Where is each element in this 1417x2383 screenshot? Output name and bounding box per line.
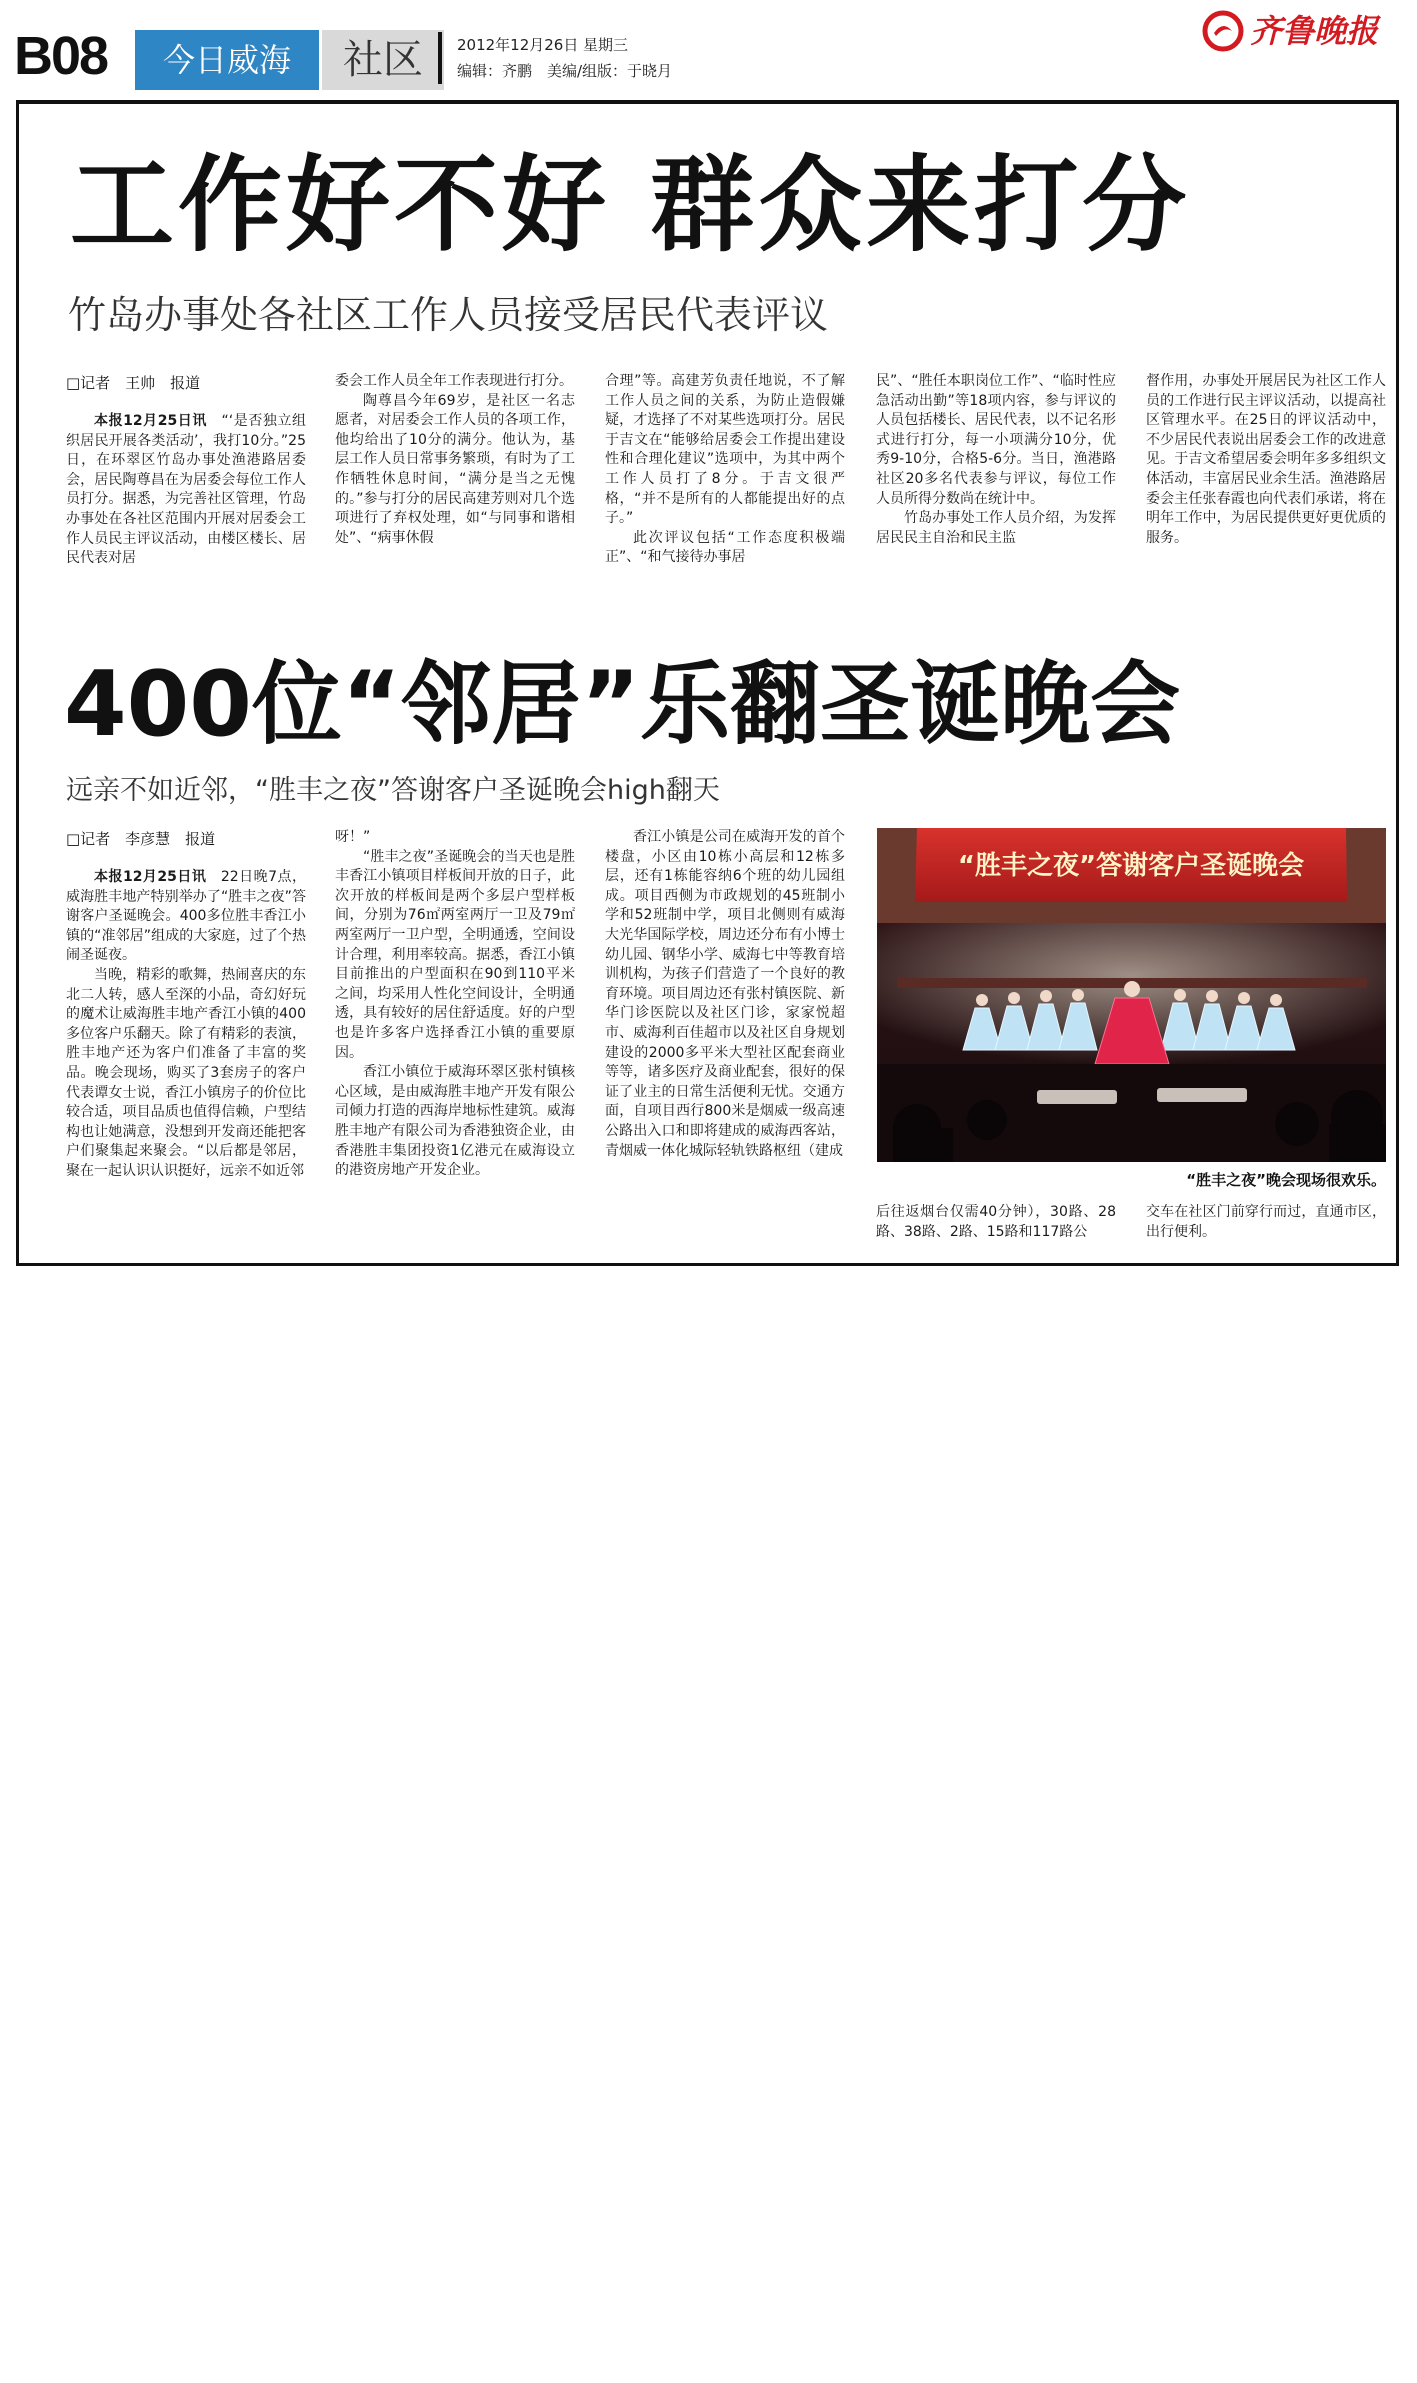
article2-col5-p1: 交车在社区门前穿行而过，直通市区，出行便利。 — [1146, 1204, 1386, 1240]
article1-col2-p1: 委会工作人员全年工作表现进行打分。 — [335, 373, 573, 389]
article2-subheadline: 远亲不如近邻，“胜丰之夜”答谢客户圣诞晚会high翻天 — [66, 775, 720, 806]
article2-col1-p1: 22日晚7点，威海胜丰地产特别举办了“胜丰之夜”答谢客户圣诞晚会。400多位胜丰香江小镇的“准邻居”组成的大家庭，过了个热闹圣诞夜。 — [66, 869, 306, 964]
article2-column-2 — [335, 828, 575, 1181]
article2-col1-p2: 当晚，精彩的歌舞，热闹喜庆的东北二人转，感人至深的小品，奇幻好玩的魔术让威海胜丰地产香江小镇的400多位客户乐翻天。除了有精彩的表演，胜丰地产还为客户们准备了丰富的奖品。晚会现场，购买了3套房子的客户代表谭女士说，香江小镇房子的价位比较合适，项目品质也值得信赖，户型结构也让她满意，没想到开发商还能把客户们聚集起来聚会。“以后都是邻居，聚在一起认识认识挺好，远亲不如近邻 — [66, 966, 306, 1179]
article2-col4-p1: 后往返烟台仅需40分钟），30路、28路、38路、2路、15路和117路公 — [876, 1204, 1116, 1240]
editor-credits: 编辑：齐鹏 美编/组版：于晓月 — [457, 62, 673, 80]
article1-col1-text: “‘是否独立组织居民开展各类活动’，我打10分。”25日，在环翠区竹岛办事处渔港路居委会，居民陶尊昌在为居委会每位工作人员打分。据悉，为完善社区管理，竹岛办事处在各社区范围内开展对居委会工作人员民主评议活动，由楼区楼长、居民代表对居 — [66, 413, 307, 567]
article1-col3-p2: 此次评议包括“工作态度积极端正”、“和气接待办事居 — [605, 529, 845, 566]
article1-dateline: 本报12月25日讯 — [94, 413, 207, 429]
article2-column-1 — [66, 868, 306, 1182]
section-badge: 今日威海 — [135, 30, 319, 90]
article2-column-4 — [876, 1203, 1116, 1242]
article2-column-5 — [1146, 1203, 1386, 1242]
article2-col3-p1: 香江小镇是公司在威海开发的首个楼盘，小区由10栋小高层和12栋多层，还有1栋能容纳6个班的幼儿园组成。项目西侧为市政规划的45班制小学和52班制中学，项目北侧则有威海大光华国际学校，周边还分布有小博士幼儿园、钢华小学、威海七中等教育培训机构，为孩子们营造了一个良好的教育环境。项目周边还有张村镇医院、新华门诊医院以及社区门诊，家家悦超市、威海利百佳超市以及社区自身规划建设的2000多平米大型社区配套商业等等，诸多医疗及商业配套，很好的保证了业主的日常生活便利无忧。交通方面，自项目西行800米是烟威一级高速公路出入口和即将建成的威海西客站，青烟威一体化城际轻轨铁路枢纽（建成 — [605, 829, 845, 1159]
article1-column-3 — [605, 372, 845, 568]
photo-banner-text: “胜丰之夜”答谢客户圣诞晚会 — [957, 851, 1305, 881]
article2-column-3 — [605, 828, 845, 1161]
article1-col3-p1: 合理”等。高建芳负责任地说，不了解工作人员之间的关系，为防止造假嫌疑，才选择了不对某些选项打分。居民于吉文在“能够给居委会工作提出建设性和合理化建议”选项中，为其中两个工作人员打了8分。于吉文很严格，“并不是所有的人都能提出好的点子。” — [605, 373, 845, 527]
article1-col4-p2: 竹岛办事处工作人员介绍，为发挥居民民主自治和民主监 — [876, 510, 1116, 546]
stage-scene-image — [877, 828, 1386, 1162]
article2-col2-p0: 呀！” — [335, 829, 371, 845]
page-number: B08 — [14, 26, 108, 86]
section-name: 社区 — [322, 30, 444, 90]
article1-column-5 — [1146, 372, 1386, 548]
header-divider — [438, 32, 442, 84]
issue-weekday: 星期三 — [583, 36, 629, 54]
article2-dateline: 本报12月25日讯 — [94, 869, 207, 885]
article1-column-1 — [66, 412, 306, 569]
article2-byline: □记者 李彦慧 报道 — [66, 830, 216, 848]
article1-headline: 工作好不好 群众来打分 — [70, 144, 1191, 266]
article1-column-2 — [335, 372, 575, 548]
article1-col5-p1: 督作用，办事处开展居民为社区工作人员的工作进行民主评议活动，以提高社区管理水平。在25日的评议活动中，不少居民代表说出居委会工作的改进意见。于吉文希望居委会明年多多组织文体活动，丰富居民业余生活。渔港路居委会主任张春霞也向代表们承诺，将在明年工作中，为居民提供更好更优质的服务。 — [1146, 373, 1386, 546]
article1-byline: □记者 王帅 报道 — [66, 374, 201, 392]
issue-date: 2012年12月26日 — [457, 36, 579, 54]
article1-col4-p1: 民”、“胜任本职岗位工作”、“临时性应急活动出勤”等18项内容，参与评议的人员包括楼长、居民代表，以不记名形式进行打分，每一小项满分10分，优秀9-10分，合格5-6分。当日，渔港路社区20多名代表参与评议，每位工作人员所得分数尚在统计中。 — [876, 373, 1116, 507]
article2-headline: 400位“邻居”乐翻圣诞晚会 — [64, 652, 1181, 757]
masthead-title: 齐鲁晚报 — [1250, 12, 1379, 50]
photo-caption: “胜丰之夜”晚会现场很欢乐。 — [1186, 1171, 1386, 1189]
article1-column-4 — [876, 372, 1116, 548]
article2-col2-p1: “胜丰之夜”圣诞晚会的当天也是胜丰香江小镇项目样板间开放的日子，此次开放的样板间是两个多层户型样板间，分别为76㎡两室两厅一卫及79㎡两室两厅一卫户型，全明通透，空间设计合理，利用率较高。据悉，香江小镇目前推出的户型面积在90到110平米之间，均采用人性化空间设计，全明通透，具有较好的居住舒适度。好的户型也是许多客户选择香江小镇的重要原因。 — [335, 848, 575, 1061]
article1-col2-p2: 陶尊昌今年69岁，是社区一名志愿者，对居委会工作人员的各项工作，他均给出了10分的满分。他认为，基层工作人员日常事务繁琐，有时为了工作牺牲休息时间，“满分是当之无愧的。”参与打分的居民高建芳则对几个选项进行了弃权处理，如“与同事和谐相处”、“病事休假 — [335, 392, 575, 546]
article2-col2-p2: 香江小镇位于威海环翠区张村镇核心区域，是由威海胜丰地产开发有限公司倾力打造的西海岸地标性建筑。威海胜丰地产有限公司为香港独资企业，由香港胜丰集团投资1亿港元在威海设立的港资房地产开发企业。 — [335, 1064, 575, 1179]
event-photo — [877, 828, 1386, 1162]
masthead-logo-icon — [1202, 10, 1244, 52]
article1-subheadline: 竹岛办事处各社区工作人员接受居民代表评议 — [68, 293, 829, 337]
